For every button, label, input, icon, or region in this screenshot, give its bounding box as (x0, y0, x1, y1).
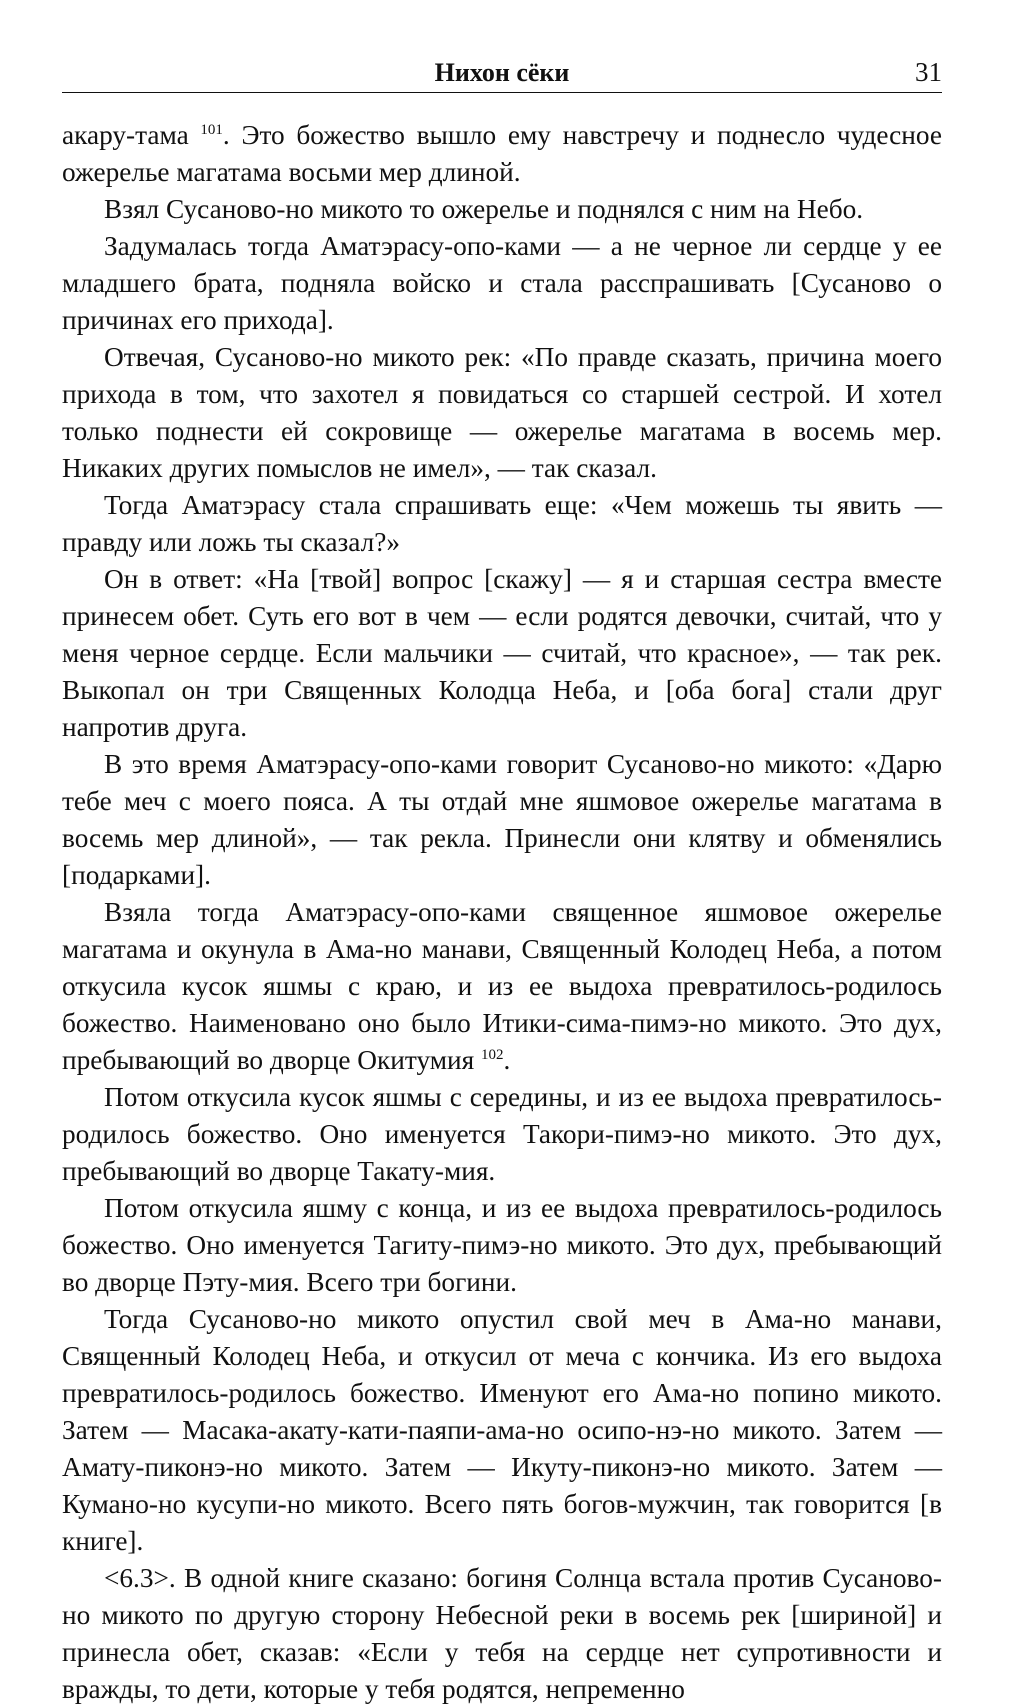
paragraph (62, 228, 942, 339)
paragraph-text: Тогда Аматэрасу стала спрашивать еще: «Чем можешь ты явить — правду или ложь ты сказал?» (62, 490, 942, 557)
paragraph-text: Взяла тогда Аматэрасу-опо-ками священное яшмовое ожерелье магатама и окунула в Ама-но манави, Священный Колодец Неба, а потом откусила кусок яшмы с краю, и из ее выдоха превратилось-родилось божество. Наименовано оно было Итики-сима-пимэ-но микото. Это дух, пребывающий во дворце Окитумия (62, 897, 942, 1075)
book-page (62, 52, 942, 1708)
paragraph-text: акару-тама (62, 120, 189, 150)
running-header (62, 52, 942, 93)
paragraph (62, 746, 942, 894)
paragraph (62, 191, 942, 228)
paragraph-text: Тогда Сусаново-но микото опустил свой меч в Ама-но манави, Священный Колодец Неба, и откусил от меча с кончика. Из его выдоха превратилось-родилось божество. Именуют его Ама-но попино микото. Затем — Масака-акату-кати-паяпи-ама-но осипо-нэ-но микото. Затем — Амату-пиконэ-но микото. Затем — Икуту-пиконэ-но микото. Затем — Кумано-но кусупи-но микото. Всего пять богов-мужчин, так говорится [в книге]. (62, 1304, 942, 1556)
paragraph-text: В это время Аматэрасу-опо-ками говорит Сусаново-но микото: «Дарю тебе меч с моего пояса. А ты отдай мне яшмовое ожерелье магатама в восемь мер длиной», — так рекла. Принесли они клятву и обменялись [подарками]. (62, 749, 942, 890)
paragraph (62, 1301, 942, 1560)
paragraph-text: Он в ответ: «На [твой] вопрос [скажу] — я и старшая сестра вместе принесем обет. Суть его вот в чем — если родятся девочки, считай, что у меня черное сердце. Если мальчики — считай, что красное», — так рек. Выкопал он три Священных Колодца Неба, и [оба бога] стали друг напротив друга. (62, 564, 942, 742)
paragraph (62, 117, 942, 191)
paragraph-tail: . (503, 1045, 511, 1075)
text-body (62, 117, 942, 1708)
paragraph (62, 561, 942, 746)
paragraph (62, 1190, 942, 1301)
paragraph (62, 1079, 942, 1190)
footnote-marker: 101 (200, 121, 223, 138)
paragraph-text: Задумалась тогда Аматэрасу-опо-ками — а не черное ли сердце у ее младшего брата, подняла войско и стала расспрашивать [Сусаново о причинах его прихода]. (62, 231, 942, 335)
running-title: Нихон сёки (434, 58, 570, 87)
paragraph-text: Потом откусила кусок яшмы с середины, и из ее выдоха превратилось-родилось божество. Оно именуется Такори-пимэ-но микото. Это дух, пребывающий во дворце Такату-мия. (62, 1082, 942, 1186)
paragraph (62, 339, 942, 487)
paragraph-text: Взял Сусаново-но микото то ожерелье и поднялся с ним на Небо. (104, 194, 864, 224)
paragraph (62, 894, 942, 1079)
paragraph-text: <6.3>. В одной книге сказано: богиня Солнца встала против Сусаново-но микото по другую сторону Небесной реки в восемь рек [шириной] и принесла обет, сказав: «Если у тебя на сердце нет супротивности и вражды, то дети, которые у тебя родятся, непременно (62, 1563, 942, 1704)
page-number: 31 (915, 57, 942, 87)
paragraph (62, 1560, 942, 1708)
footnote-marker: 102 (481, 1046, 504, 1063)
paragraph-text: Отвечая, Сусаново-но микото рек: «По правде сказать, причина моего прихода в том, что захотел я повидаться со старшей сестрой. И хотел только поднести ей сокровище — ожерелье магатама в восемь мер. Никаких других помыслов не имел», — так сказал. (62, 342, 942, 483)
paragraph-tail: . Это божество вышло ему навстречу и поднесло чудесное ожерелье магатама восьми мер длиной. (62, 120, 942, 187)
paragraph (62, 487, 942, 561)
paragraph-text: Потом откусила яшму с конца, и из ее выдоха превратилось-родилось божество. Оно именуется Тагиту-пимэ-но микото. Это дух, пребывающий во дворце Пэту-мия. Всего три богини. (62, 1193, 942, 1297)
